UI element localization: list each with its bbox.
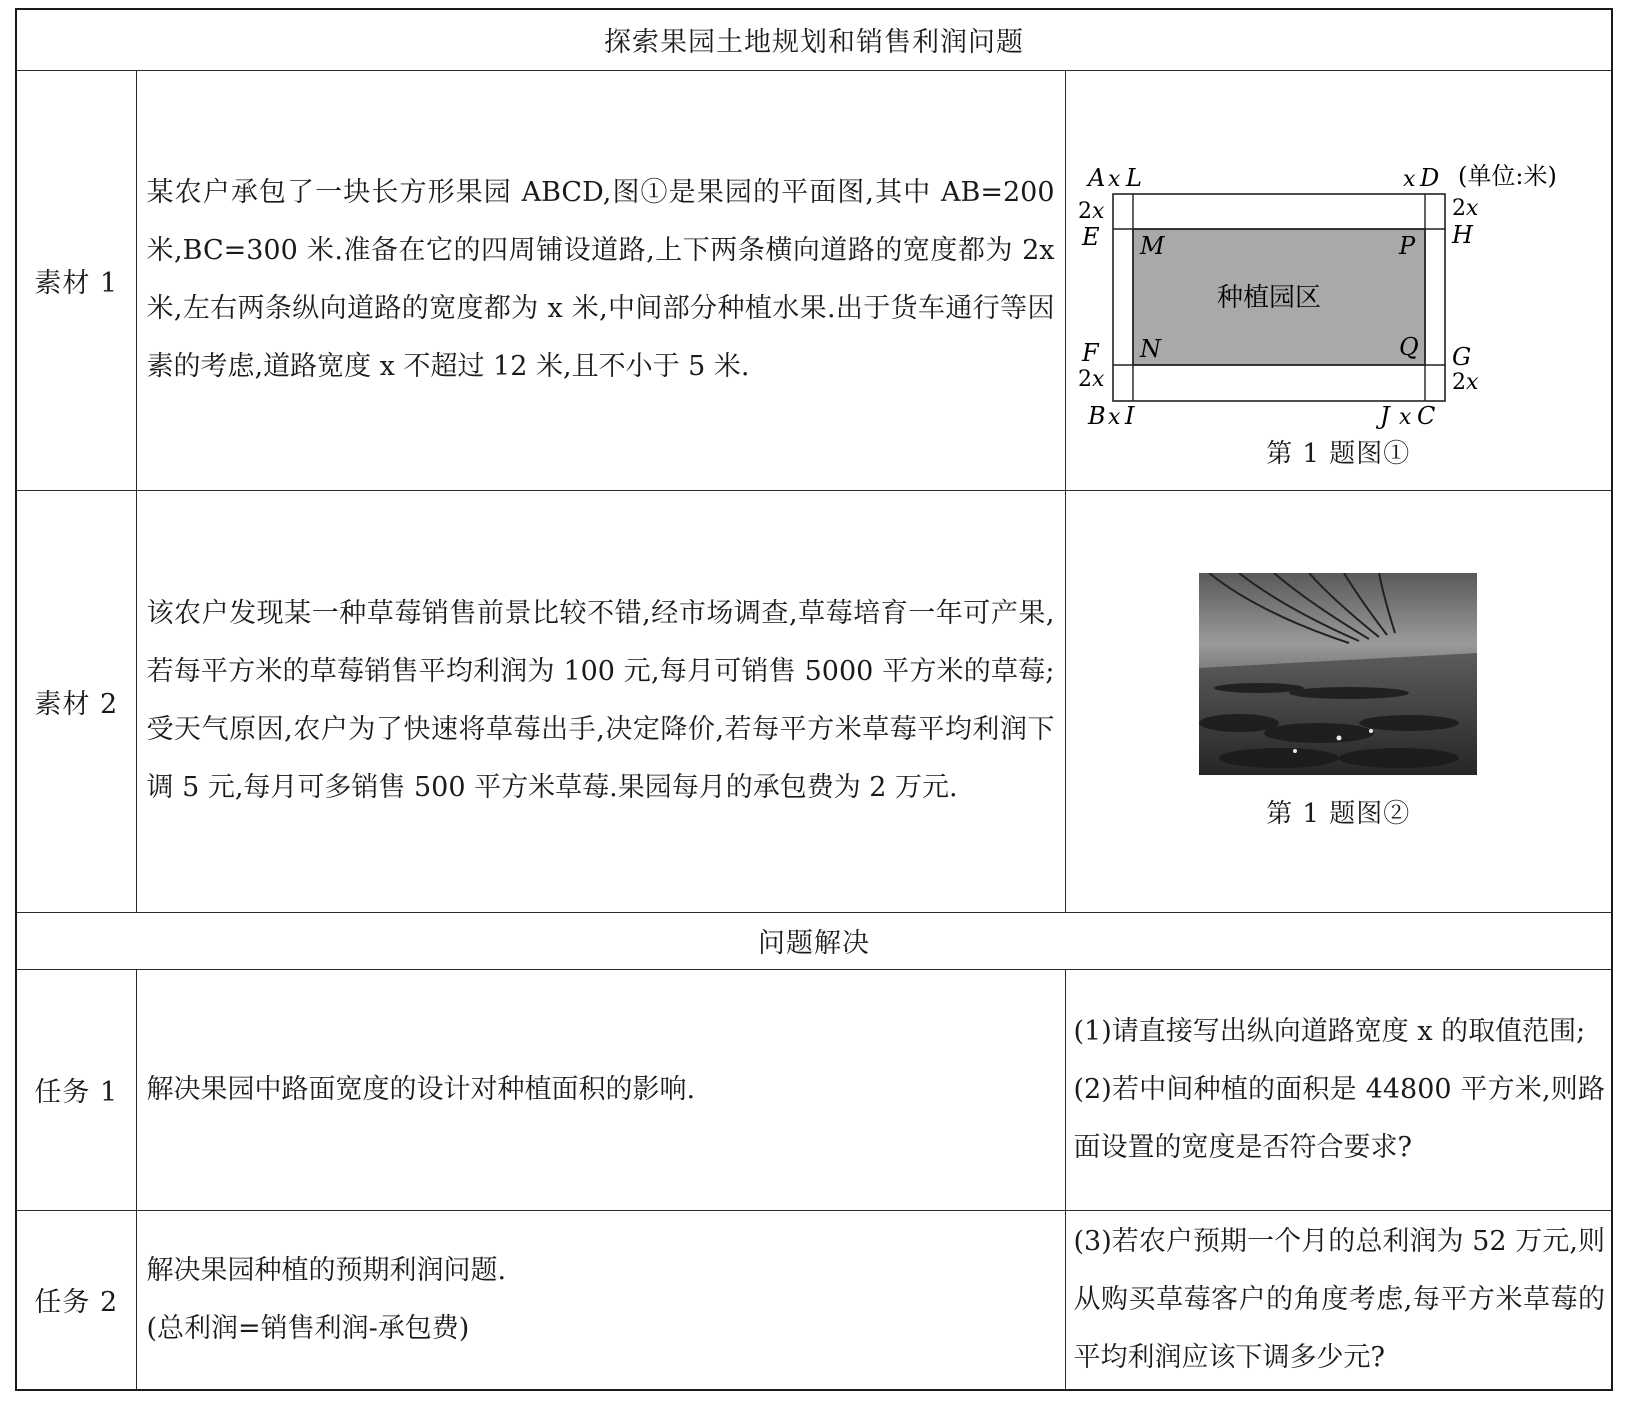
label-M: M: [1140, 231, 1165, 260]
material-2-paragraph: 该农户发现某一种草莓销售前景比较不错,经市场调查,草莓培育一年可产果,若每平方米的草莓销售平均利润为 100 元,每月可销售 5000 平方米的草莓;受天气原因,农户为了快速将草莓出手,决定降价,若每平方米草莓平均利润下调 5 元,每月可多销售 500 平方米草莓.果园每月的承包费为 2 万元.: [146, 598, 1055, 803]
label-2x-top-left: 2x: [1078, 198, 1105, 224]
label-2x-bottom-right: 2x: [1452, 369, 1479, 395]
planting-area-label: 种植园区: [1217, 282, 1322, 313]
label-N: N: [1140, 334, 1162, 363]
task-2-text: [136, 1210, 1065, 1390]
label-J: J: [1380, 401, 1390, 430]
greenhouse-photo: [1199, 573, 1477, 775]
task-2-description: 解决果园种植的预期利润问题.: [146, 1254, 507, 1286]
label-Q: Q: [1399, 332, 1419, 361]
material-1-text: [136, 70, 1065, 490]
material-1-paragraph: 某农户承包了一块长方形果园 ABCD,图①是果园的平面图,其中 AB=200 米,BC=300 米.准备在它的四周铺设道路,上下两条横向道路的宽度都为 2x 米,左右两条纵向道路的宽度都为 x 米,中间部分种植水果.出于货车通行等因素的考虑,道路宽度 x 不超过 12 米,且不小于 5 米.: [146, 177, 1055, 382]
label-F: F: [1082, 338, 1099, 367]
orchard-plan-diagram: [1068, 91, 1608, 431]
unit-note: (单位:米): [1458, 161, 1558, 190]
label-A: A: [1088, 163, 1106, 192]
label-G: G: [1452, 342, 1472, 371]
task-2-label: 任务 2: [16, 1210, 136, 1390]
label-E: E: [1082, 222, 1100, 251]
question-2: (2)若中间种植的面积是 44800 平方米,则路面设置的宽度是否符合要求?: [1073, 1073, 1606, 1163]
worksheet-title: 探索果园土地规划和销售利润问题: [16, 9, 1612, 70]
label-x-bottom-right: x: [1399, 404, 1412, 430]
label-H: H: [1452, 220, 1474, 249]
question-3: (3)若农户预期一个月的总利润为 52 万元,则从购买草莓客户的角度考虑,每平方米草莓的平均利润应该下调多少元?: [1073, 1225, 1606, 1373]
label-I: I: [1125, 401, 1135, 430]
task-2-questions: [1065, 1210, 1612, 1390]
material-1-label: 素材 1: [16, 70, 136, 490]
worksheet-table: [15, 8, 1613, 1391]
label-x-bottom-left: x: [1108, 404, 1121, 430]
figure-1-caption: 第 1 题图①: [1266, 438, 1411, 469]
task-2-note: (总利润=销售利润-承包费): [146, 1312, 470, 1344]
figure-2-caption: 第 1 题图②: [1266, 798, 1411, 829]
figure-1-cell: [1065, 70, 1612, 490]
task-1-label: 任务 1: [16, 969, 136, 1210]
label-x-top-left: x: [1108, 166, 1121, 192]
figure-2-cell: [1065, 490, 1612, 912]
task-1-questions: [1065, 969, 1612, 1210]
section-title: 问题解决: [16, 912, 1612, 969]
question-1: (1)请直接写出纵向道路宽度 x 的取值范围;: [1073, 1015, 1586, 1047]
label-x-top-right: x: [1403, 166, 1416, 192]
label-P: P: [1399, 231, 1416, 260]
material-2-text: [136, 490, 1065, 912]
label-B: B: [1088, 401, 1106, 430]
label-L: L: [1126, 163, 1143, 192]
material-2-label: 素材 2: [16, 490, 136, 912]
task-1-text: 解决果园中路面宽度的设计对种植面积的影响.: [136, 969, 1065, 1210]
label-C: C: [1417, 401, 1436, 430]
label-2x-bottom-left: 2x: [1078, 366, 1105, 392]
label-D: D: [1420, 163, 1440, 192]
label-2x-top-right: 2x: [1452, 195, 1479, 221]
